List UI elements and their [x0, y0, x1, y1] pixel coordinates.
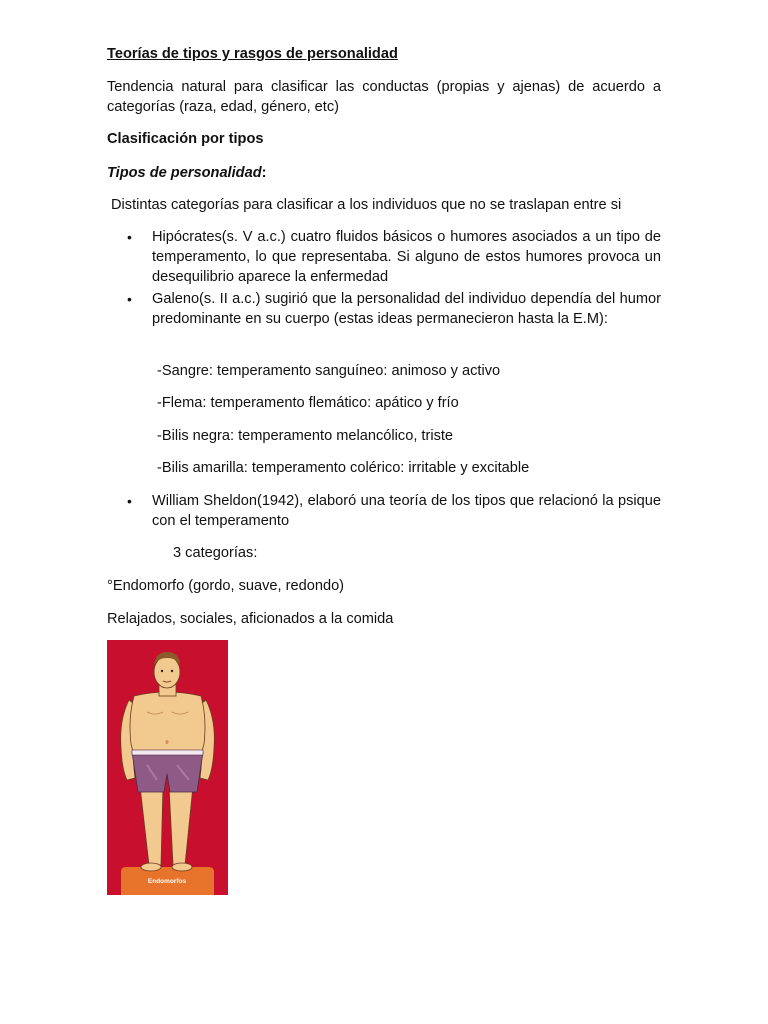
- figure-label: Endomorfos: [147, 878, 187, 885]
- endomorph-illustration: [107, 640, 228, 895]
- endomorph-line: °Endomorfo (gordo, suave, redondo): [107, 578, 345, 594]
- humor-bilis-amarilla: -Bilis amarilla: temperamento colérico: irritable y excitable: [157, 460, 530, 476]
- bullet-galeno: Galeno(s. II a.c.) sugirió que la personalidad del individuo dependía del humor predominante en su cuerpo (estas ideas permanecieron hasta la E.M):: [152, 291, 661, 327]
- bullet-marker: •: [127, 291, 132, 307]
- bullet-marker: •: [127, 493, 132, 509]
- waistband: [132, 750, 203, 755]
- bullet-hipocrates: Hipócrates(s. V a.c.) cuatro fluidos básicos o humores asociados a un tipo de temperamento, lo que representaba. Si alguno de estos humores provoca un desequilibrio aparece la enfermedad: [152, 229, 661, 285]
- left-foot: [141, 863, 161, 871]
- endomorph-figure: [107, 640, 228, 895]
- humor-sangre: -Sangre: temperamento sanguíneo: animoso y activo: [157, 363, 501, 379]
- humor-flema: -Flema: temperamento flemático: apático y frío: [157, 395, 459, 411]
- section-heading: Clasificación por tipos: [107, 131, 264, 147]
- subheading-text: Tipos de personalidad: [107, 165, 262, 181]
- categories-label: 3 categorías:: [173, 545, 258, 561]
- torso: [130, 692, 205, 755]
- bullet-sheldon: William Sheldon(1942), elaboró una teoría de los tipos que relacionó la psique con el temperamento: [152, 493, 661, 529]
- subheading: [107, 163, 267, 183]
- subheading-colon: :: [261, 165, 267, 181]
- endomorph-traits: Relajados, sociales, aficionados a la comida: [107, 611, 394, 627]
- head: [154, 656, 180, 688]
- document-title: Teorías de tipos y rasgos de personalidad: [107, 46, 398, 62]
- humor-bilis-negra: -Bilis negra: temperamento melancólico, triste: [157, 428, 454, 444]
- intro-paragraph: Tendencia natural para clasificar las conductas (propias y ajenas) de acuerdo a categorías (raza, edad, género, etc): [107, 79, 661, 115]
- definition-text: Distintas categorías para clasificar a los individuos que no se traslapan entre si: [111, 197, 622, 213]
- bullet-marker: •: [127, 229, 132, 245]
- right-foot: [172, 863, 192, 871]
